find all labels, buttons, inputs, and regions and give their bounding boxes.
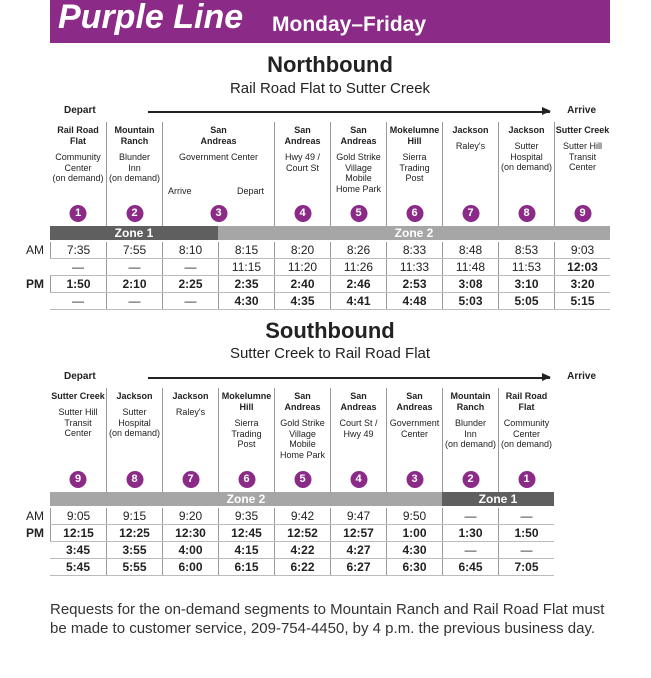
am-pm-label: AM xyxy=(26,509,44,523)
time-cell: 11:15 xyxy=(218,259,274,275)
time-cell: 7:05 xyxy=(498,559,554,575)
line-banner xyxy=(50,0,610,43)
time-cell: 3:20 xyxy=(554,276,610,292)
zone-bar xyxy=(50,226,610,240)
depart-label: Depart xyxy=(64,105,96,116)
time-cell: 2:10 xyxy=(106,276,162,292)
stop-number-badge: 4 xyxy=(294,205,311,222)
schedule-row xyxy=(50,293,610,310)
stop-town: Sutter Creek xyxy=(555,125,610,135)
time-cell: 8:26 xyxy=(330,242,386,258)
am-pm-label: AM xyxy=(26,243,44,257)
line-name: Purple Line xyxy=(58,0,244,36)
northbound-subtitle: Rail Road Flat to Sutter Creek xyxy=(229,80,431,97)
time-cell: — xyxy=(106,259,162,275)
stop-place: Sutter Hospital (on demand) xyxy=(108,407,161,438)
stop-column xyxy=(498,388,554,492)
time-cell: 2:53 xyxy=(386,276,442,292)
stop-place: Sutter Hill Transit Center xyxy=(58,407,98,438)
time-cell: — xyxy=(162,259,218,275)
time-cell: 1:50 xyxy=(50,276,106,292)
time-cell: 1:50 xyxy=(498,525,554,541)
stop-town: Jackson xyxy=(452,125,489,135)
stop-number-badge: 1 xyxy=(70,205,87,222)
stop-place: Sierra Trading Post xyxy=(399,152,430,183)
arrive-sublabel: Arrive xyxy=(168,186,192,196)
stop-place: Sutter Hill Transit Center xyxy=(562,141,602,172)
time-cell: 2:40 xyxy=(274,276,330,292)
time-cell: 9:50 xyxy=(386,508,442,524)
zone-label: Zone 2 xyxy=(218,226,610,240)
time-cell: 12:25 xyxy=(106,525,162,541)
time-cell: 8:10 xyxy=(162,242,218,258)
time-cell: 6:15 xyxy=(218,559,274,575)
stop-number-badge: 5 xyxy=(350,205,367,222)
stop-column xyxy=(442,388,498,492)
zone-label: Zone 1 xyxy=(442,492,554,506)
stop-town: Rail Road Flat xyxy=(57,125,99,146)
stop-town: Rail Road Flat xyxy=(505,391,548,412)
stop-town: San Andreas xyxy=(340,391,377,412)
depart-label: Depart xyxy=(64,371,96,382)
stop-place: Government Center xyxy=(389,418,440,439)
time-cell: 9:15 xyxy=(106,508,162,524)
time-cell: 9:47 xyxy=(330,508,386,524)
stop-number-badge: 8 xyxy=(126,471,143,488)
time-cell: 8:15 xyxy=(218,242,274,258)
time-cell: 6:45 xyxy=(442,559,498,575)
time-cell: 9:42 xyxy=(274,508,330,524)
time-cell: 6:27 xyxy=(330,559,386,575)
time-cell: 12:03 xyxy=(554,259,610,275)
schedule-row xyxy=(26,525,554,542)
time-cell: 12:15 xyxy=(50,525,106,541)
time-cell: 11:53 xyxy=(498,259,554,275)
time-cell: 1:00 xyxy=(386,525,442,541)
time-cell: 11:26 xyxy=(330,259,386,275)
stop-column xyxy=(106,122,162,226)
stop-column xyxy=(330,388,386,492)
time-cell: — xyxy=(442,508,498,524)
stop-place: Sierra Trading Post xyxy=(231,418,262,449)
time-cell: — xyxy=(106,293,162,309)
time-cell: — xyxy=(72,260,84,274)
schedule-row xyxy=(50,259,610,276)
stop-place: Blunder Inn (on demand) xyxy=(444,418,497,449)
time-cell: 6:22 xyxy=(274,559,330,575)
direction-arrow xyxy=(148,111,550,113)
time-cell: 12:30 xyxy=(162,525,218,541)
time-cell: 5:55 xyxy=(106,559,162,575)
stop-number-badge: 4 xyxy=(350,471,367,488)
southbound-title: Southbound xyxy=(265,318,395,343)
time-cell: 5:05 xyxy=(498,293,554,309)
stop-town: Sutter Creek xyxy=(51,391,105,401)
stop-town: Mountain Ranch xyxy=(450,391,491,412)
stop-town: San Andreas xyxy=(340,125,377,146)
on-demand-note: Requests for the on-demand segments to Mountain Ranch and Rail Road Flat must be made to customer service, 209-754-4450, by 4 p.m. the previous business day. xyxy=(50,601,605,637)
time-cell: 4:27 xyxy=(330,542,386,558)
stop-number-badge: 6 xyxy=(406,205,423,222)
time-cell: 11:33 xyxy=(386,259,442,275)
direction-arrow xyxy=(148,377,550,379)
service-days: Monday–Friday xyxy=(272,13,427,36)
stop-place: Blunder Inn (on demand) xyxy=(108,152,161,183)
stop-place: Raley's xyxy=(175,407,206,417)
stop-column xyxy=(274,388,330,492)
time-cell: — xyxy=(498,542,554,558)
southbound-subtitle: Sutter Creek to Rail Road Flat xyxy=(229,345,431,362)
time-cell: — xyxy=(72,294,84,308)
time-cell: 9:05 xyxy=(50,508,106,524)
stop-town: Mokelumne Hill xyxy=(221,391,272,412)
stop-column xyxy=(386,122,442,226)
stop-place: Gold Strike Village Mobile Home Park xyxy=(279,418,325,460)
time-cell: 5:45 xyxy=(65,560,91,574)
time-cell: 9:35 xyxy=(218,508,274,524)
time-cell: 4:48 xyxy=(386,293,442,309)
stop-place: Community Center (on demand) xyxy=(500,418,553,449)
stop-number-badge: 5 xyxy=(294,471,311,488)
stop-column xyxy=(50,388,106,492)
time-cell: 4:22 xyxy=(274,542,330,558)
time-cell: — xyxy=(162,293,218,309)
time-cell: 8:48 xyxy=(442,242,498,258)
stop-town: Jackson xyxy=(116,391,153,401)
schedule-row xyxy=(26,242,610,259)
stop-column xyxy=(554,122,610,226)
stop-number-badge: 3 xyxy=(210,205,227,222)
depart-sublabel: Depart xyxy=(236,186,264,196)
stop-place: Raley's xyxy=(455,141,486,151)
time-cell: 4:41 xyxy=(330,293,386,309)
time-cell: 12:45 xyxy=(218,525,274,541)
stop-town: San Andreas xyxy=(284,125,321,146)
stop-number-badge: 1 xyxy=(518,471,535,488)
am-pm-label: PM xyxy=(26,277,44,291)
stop-town: San Andreas xyxy=(284,391,321,412)
schedule-row xyxy=(50,542,554,559)
time-cell: 2:25 xyxy=(162,276,218,292)
stop-town: San Andreas xyxy=(396,391,433,412)
stop-number-badge: 7 xyxy=(462,205,479,222)
stop-column xyxy=(106,388,162,492)
time-cell: 4:00 xyxy=(162,542,218,558)
stop-town: Mokelumne Hill xyxy=(389,125,440,146)
stop-town: Mountain Ranch xyxy=(114,125,155,146)
schedule-row xyxy=(50,559,554,576)
time-cell: 9:20 xyxy=(162,508,218,524)
stop-column xyxy=(274,122,330,226)
stop-number-badge: 9 xyxy=(574,205,591,222)
stop-number-badge: 6 xyxy=(238,471,255,488)
stop-town: San Andreas xyxy=(200,125,237,146)
stop-place: Sutter Hospital (on demand) xyxy=(500,141,553,172)
stop-town: Jackson xyxy=(508,125,545,135)
stop-column xyxy=(498,122,554,226)
southbound-schedule xyxy=(26,368,610,578)
time-cell: 7:55 xyxy=(106,242,162,258)
time-cell: 7:35 xyxy=(50,242,106,258)
stop-number-badge: 9 xyxy=(70,471,87,488)
stop-number-badge: 8 xyxy=(518,205,535,222)
am-pm-label: PM xyxy=(26,526,44,540)
stop-place: Court St / Hwy 49 xyxy=(339,418,378,439)
time-cell: 6:00 xyxy=(162,559,218,575)
zone-label: Zone 1 xyxy=(50,226,218,240)
time-cell: 4:30 xyxy=(218,293,274,309)
time-cell: 1:30 xyxy=(442,525,498,541)
zone-bar xyxy=(50,492,554,506)
schedule-row xyxy=(26,276,610,293)
time-cell: 6:30 xyxy=(386,559,442,575)
stop-column xyxy=(218,388,274,492)
stop-place: Government Center xyxy=(178,152,259,162)
stop-column xyxy=(162,122,274,226)
time-cell: 11:20 xyxy=(274,259,330,275)
stop-column xyxy=(442,122,498,226)
stop-number-badge: 7 xyxy=(182,471,199,488)
stop-header-row xyxy=(50,388,554,492)
arrive-label: Arrive xyxy=(567,371,596,382)
northbound-schedule xyxy=(26,102,610,308)
time-cell: 3:45 xyxy=(65,543,91,557)
stop-header-row xyxy=(50,122,610,226)
stop-column xyxy=(162,388,218,492)
time-cell: 2:46 xyxy=(330,276,386,292)
time-cell: 4:35 xyxy=(274,293,330,309)
time-cell: 12:57 xyxy=(330,525,386,541)
stop-town: Jackson xyxy=(172,391,209,401)
time-cell: 4:15 xyxy=(218,542,274,558)
northbound-title: Northbound xyxy=(267,52,393,77)
time-cell: 11:48 xyxy=(442,259,498,275)
arrive-label: Arrive xyxy=(567,105,596,116)
zone-label: Zone 2 xyxy=(50,492,442,506)
time-cell: 9:03 xyxy=(554,242,610,258)
stop-place: Hwy 49 / Court St xyxy=(284,152,320,173)
stop-number-badge: 3 xyxy=(406,471,423,488)
stop-place: Gold Strike Village Mobile Home Park xyxy=(335,152,381,194)
time-cell: 8:20 xyxy=(274,242,330,258)
stop-column xyxy=(386,388,442,492)
stop-number-badge: 2 xyxy=(126,205,143,222)
stop-column xyxy=(330,122,386,226)
time-cell: — xyxy=(498,508,554,524)
time-cell: 3:10 xyxy=(498,276,554,292)
time-cell: 12:52 xyxy=(274,525,330,541)
time-cell: — xyxy=(442,542,498,558)
time-cell: 8:53 xyxy=(498,242,554,258)
time-cell: 5:03 xyxy=(442,293,498,309)
time-cell: 4:30 xyxy=(386,542,442,558)
stop-place: Community Center (on demand) xyxy=(52,152,104,183)
time-cell: 3:08 xyxy=(442,276,498,292)
stop-column xyxy=(50,122,106,226)
schedule-row xyxy=(26,508,554,525)
time-cell: 5:15 xyxy=(554,293,610,309)
time-cell: 3:55 xyxy=(106,542,162,558)
time-cell: 8:33 xyxy=(386,242,442,258)
stop-number-badge: 2 xyxy=(462,471,479,488)
time-cell: 2:35 xyxy=(218,276,274,292)
